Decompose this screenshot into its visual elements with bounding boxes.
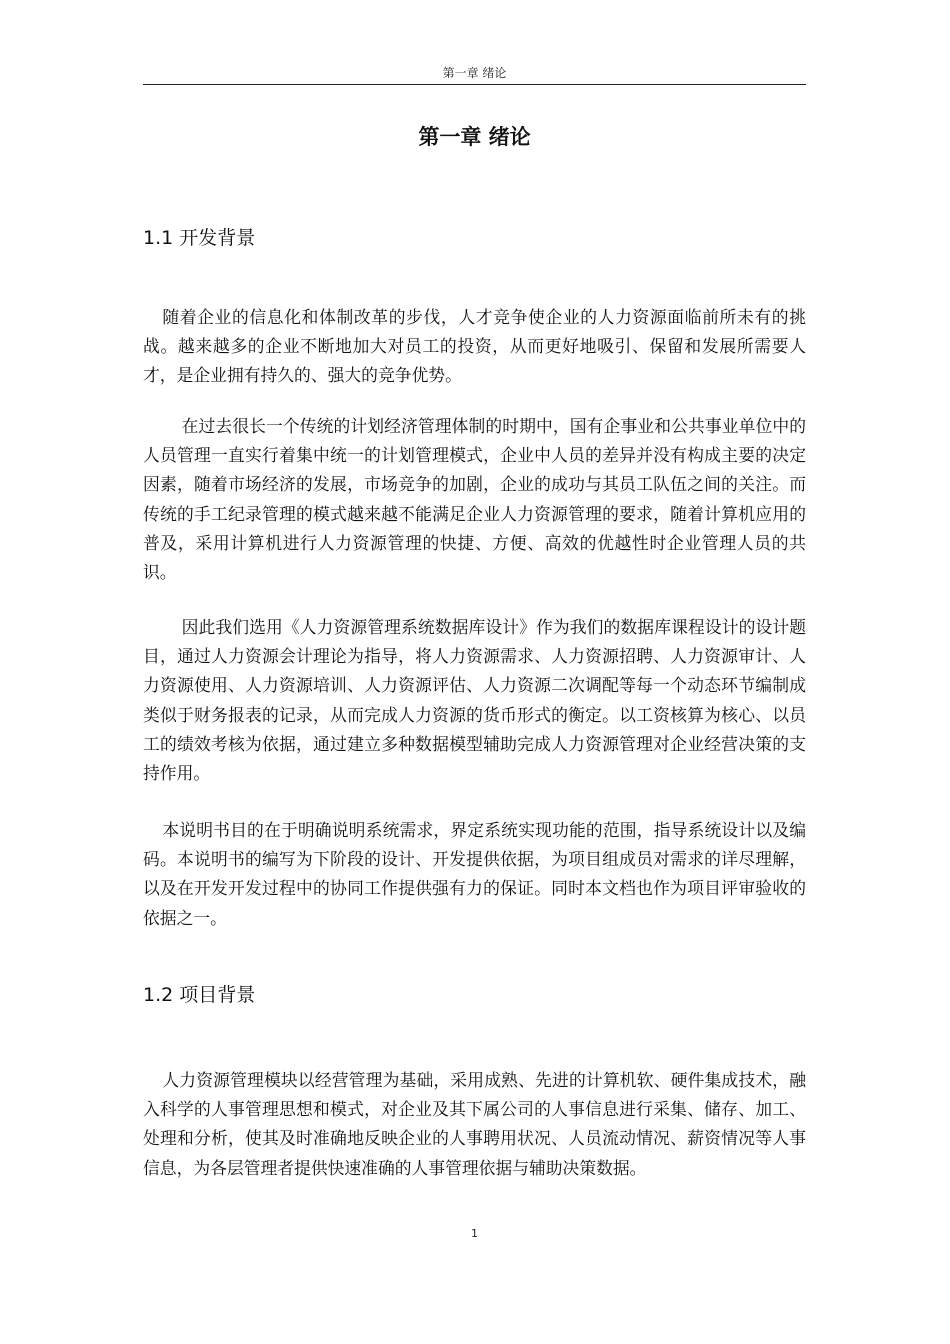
running-header: 第一章 绪论 bbox=[143, 64, 806, 85]
paragraph-1-1-4: 本说明书目的在于明确说明系统需求，界定系统实现功能的范围，指导系统设计以及编码。本说明书的编写为下阶段的设计、开发提供依据，为项目组成员对需求的详尽理解，以及在开发开发过程中的协同工作提供强有力的保证。同时本文档也作为项目评审验收的依据之一。 bbox=[143, 820, 806, 928]
paragraph-1-2-1: 人力资源管理模块以经营管理为基础，采用成熟、先进的计算机软、硬件集成技术，融入科学的人事管理思想和模式，对企业及其下属公司的人事信息进行采集、储存、加工、处理和分析，使其及时准确地反映企业的人事聘用状况、人员流动情况、薪资情况等人事信息，为各层管理者提供快速准确的人事管理依据与辅助决策数据。 bbox=[143, 1070, 806, 1178]
section-heading-1-1: 1.1 开发背景 bbox=[143, 227, 256, 249]
page-number: 1 bbox=[471, 1227, 478, 1240]
chapter-title: 第一章 绪论 bbox=[418, 125, 531, 149]
paragraph-1-1-1: 随着企业的信息化和体制改革的步伐，人才竞争使企业的人力资源面临前所未有的挑战。越来越多的企业不断地加大对员工的投资，从而更好地吸引、保留和发展所需要人才，是企业拥有持久的、强大的竞争优势。 bbox=[143, 307, 806, 386]
paragraph-1-1-2: 在过去很长一个传统的计划经济管理体制的时期中，国有企事业和公共事业单位中的人员管理一直实行着集中统一的计划管理模式，企业中人员的差异并没有构成主要的决定因素，随着市场经济的发展，市场竞争的加剧，企业的成功与其员工队伍之间的关注。而传统的手工纪录管理的模式越来越不能满足企业人力资源管理的要求，随着计算机应用的普及，采用计算机进行人力资源管理的快捷、方便、高效的优越性时企业管理人员的共识。 bbox=[143, 416, 806, 583]
section-heading-1-2: 1.2 项目背景 bbox=[143, 984, 256, 1006]
paragraph-1-1-3: 因此我们选用《人力资源管理系统数据库设计》作为我们的数据库课程设计的设计题目，通过人力资源会计理论为指导，将人力资源需求、人力资源招聘、人力资源审计、人力资源使用、人力资源培训、人力资源评估、人力资源二次调配等每一个动态环节编制成类似于财务报表的记录，从而完成人力资源的货币形式的衡定。以工资核算为核心、以员工的绩效考核为依据，通过建立多种数据模型辅助完成人力资源管理对企业经营决策的支持作用。 bbox=[143, 617, 806, 784]
